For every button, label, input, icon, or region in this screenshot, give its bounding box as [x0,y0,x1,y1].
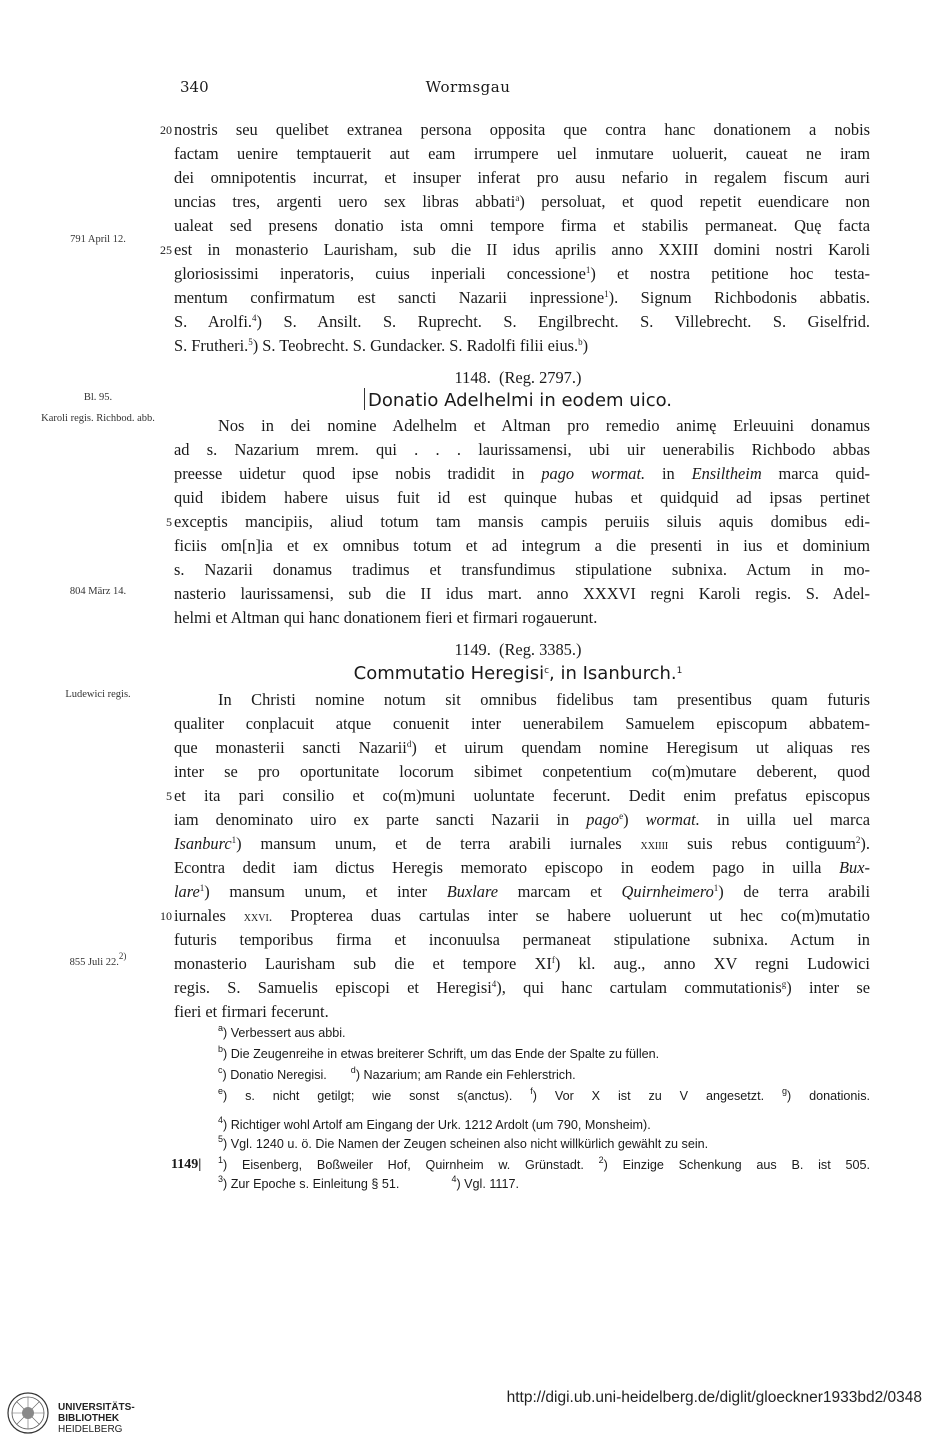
library-logo [6,1388,138,1448]
text-line: lare$^1$) mansum unum, et inter Buxlare marcam et Quirnheimero$^1$) de terra arabili [174,882,870,901]
note-label: 1149| [171,1157,202,1172]
text-line: uncias tres, argenti uero sex libras abbati$^a$) persoluat, et quod repetit euendicare non [174,192,870,211]
text-line: exceptis mancipiis, aliud totum tam mansis campis peruiis siluis aquis domibus edi- [174,512,870,531]
footnote: $^5$) Vgl. 1240 u. ö. Die Namen der Zeugen scheinen also nicht willkürlich gewählt zu sein. [218,1134,709,1151]
text-line: helmi et Altman qui hanc donationem fieri et firmari rogauerunt. [174,608,598,627]
library-name: UNIVERSITÄTS- BIBLIOTHEK HEIDELBERG [58,1402,135,1435]
text-line: In Christi nomine notum sit omnibus fidelibus tam presentibus quam futuris [218,690,870,709]
text-line: Isanburc$^1$) mansum unum, et de terra arabili iurnales xxiiii suis rebus contiguum$^2$). [174,834,870,853]
text-line: ficiis om[n]ia et ex omnibus totum et ad integrum a die presenti in ius et dominium [174,536,870,555]
text-line: preesse uidetur quod ipse nobis tradidit in pago wormat. in Ensiltheim marca quid- [174,464,870,483]
charter-number: 1149. (Reg. 3385.) [454,640,582,659]
charter-title: Commutatio Heregisi$^c$, in Isanburch.$^1$ [353,663,683,684]
footnote: $^4$) Richtiger wohl Artolf am Eingang der Urk. 1212 Ardolt (um 790, Monsheim). [218,1115,651,1132]
text-line: dei omnipotentis incurrat, et insuper inferat pro ausu nefario in regalem fiscum auri [174,168,870,187]
charter-title: Donatio Adelhelmi in eodem uico. [0,388,936,414]
running-title: Wormsgau [425,78,511,96]
source-url: http://digi.ub.uni-heidelberg.de/diglit/gloeckner1933bd2/0348 [506,1389,922,1406]
seal-icon [6,1391,50,1435]
text-line: et ita pari consilio et co(m)muni uoluntate fecerunt. Dedit enim prefatus episcopus [174,786,870,805]
margin-note: Karoli regis. Richbod. abb. [41,413,155,424]
text-line: Econtra dedit iam dictus Heregis memorato episcopo in eodem pago in uilla Bux- [174,858,870,877]
footnote: $^3$) Zur Epoche s. Einleitung § 51. $^4$) Vgl. 1117. [218,1174,519,1191]
page-number: 340 [180,78,209,96]
text-line: ualeat sed presens donatio ista omni tempore firma et stabilis permaneat. Quę facta [174,216,870,235]
footnote: $^e$) s. nicht getilgt; wie sonst s(anctus). $^f$) Vor X ist zu V angesetzt. $^g$) donationis. [218,1086,871,1103]
text-line: futuris temporibus firma et inconuulsa permaneat stipulatione subnixa. Actum in [174,930,870,949]
line-number: 25 [160,243,172,257]
text-line: iurnales xxvi. Propterea duas cartulas inter se habere uoluerunt ut hec co(m)mutatio [174,906,870,925]
line-number: 5 [166,789,172,803]
charter-number: 1148. (Reg. 2797.) [454,368,582,387]
text-line: S. Frutheri.$^5$) S. Teobrecht. S. Gundacker. S. Radolfi filii eius.$^b$) [174,336,589,355]
text-line: nostris seu quelibet extranea persona opposita que contra hanc donationem a nobis [174,120,870,139]
text-line: nasterio laurissamensi, sub die II idus mart. anno XXXVI regni Karoli regis. S. Adel- [174,584,870,603]
margin-date: 804 März 14. [69,586,127,597]
line-number: 10 [160,909,172,923]
text-line: monasterio Laurisham sub die et tempore $XI^f$) kl. aug., anno XV regni Ludowici [174,954,870,973]
footnote: $^b$) Die Zeugenreihe in etwas breiterer Schrift, um das Ende der Spalte zu füllen. [218,1044,660,1061]
text-line: S. Arolfi.$^4$) S. Ansilt. S. Ruprecht. S. Engilbrecht. S. Villebrecht. S. Giselfrid. [174,312,870,331]
text-line: quid ibidem habere uisus fuit id est quinque hubas et quidquid ad ipsas pertinet [174,488,870,507]
footnote: 1149| $^1$) Eisenberg, Boßweiler Hof, Quirnheim w. Grünstadt. $^2$) Einzige Schenkung aus B. ist 505. [218,1156,870,1175]
margin-date: 791 April 12. [70,234,126,245]
text-line: mentum confirmatum est sancti Nazarii inpressione$^1$). Signum Richbodonis abbatis. [174,288,871,307]
text-line: iam denominato uiro ex parte sancti Nazarii in pago$^e$) wormat. in uilla uel marca [174,810,870,829]
text-line: qualiter conplacuit atque conuenit inter uenerabilem Samuelem episcopum abbatem- [174,714,870,733]
footnote: $^c$) Donatio Neregisi. $^d$) Nazarium; am Rande ein Fehlerstrich. [218,1065,576,1082]
text-line: que monasterii sancti Nazarii$^d$) et uirum quendam nomine Heregisum ut aliquas res [174,738,871,757]
margin-note: Ludewici regis. [65,689,131,700]
text-line: Nos in dei nomine Adelhelm et Altman pro remedio animę Erleuuini donamus [218,416,870,435]
footnote: $^a$) Verbessert aus abbi. [218,1023,346,1040]
page-header [0,78,936,98]
margin-note: Bl. 95. [83,392,113,403]
text-line: ad s. Nazarium mrem. qui . . . laurissamensi, ubi uir uenerabilis Richbodo abbas [174,440,870,459]
text-line: gloriosissimi inperatoris, cuius inperiali concessione$^1$) et nostra petitione hoc testa- [174,264,871,283]
text-line: fieri et firmari fecerunt. [174,1002,329,1021]
text-line: est in monasterio Laurisham, sub die II idus aprilis anno XXIII domini nostri Karoli [174,240,870,259]
margin-date: 855 Juli 22.$^{2)}$ [69,951,127,968]
text-line: factam uenire temptauerit aut eam irrumpere uel inmutare uoluerit, caueat ne iram [174,144,870,163]
text-line: s. Nazarii donamus tradimus et transfundimus stipulatione subnixa. Actum in mo- [174,560,870,579]
line-number: 5 [166,515,172,529]
line-number: 20 [160,123,172,137]
text-line: inter se pro oportunitate locorum sibimet conpetentium co(m)mutare deberent, quod [174,762,870,781]
text-line: regis. S. Samuelis episcopi et Heregisi$^4$), qui hanc cartulam commutationis$^g$) inter se [174,978,871,997]
